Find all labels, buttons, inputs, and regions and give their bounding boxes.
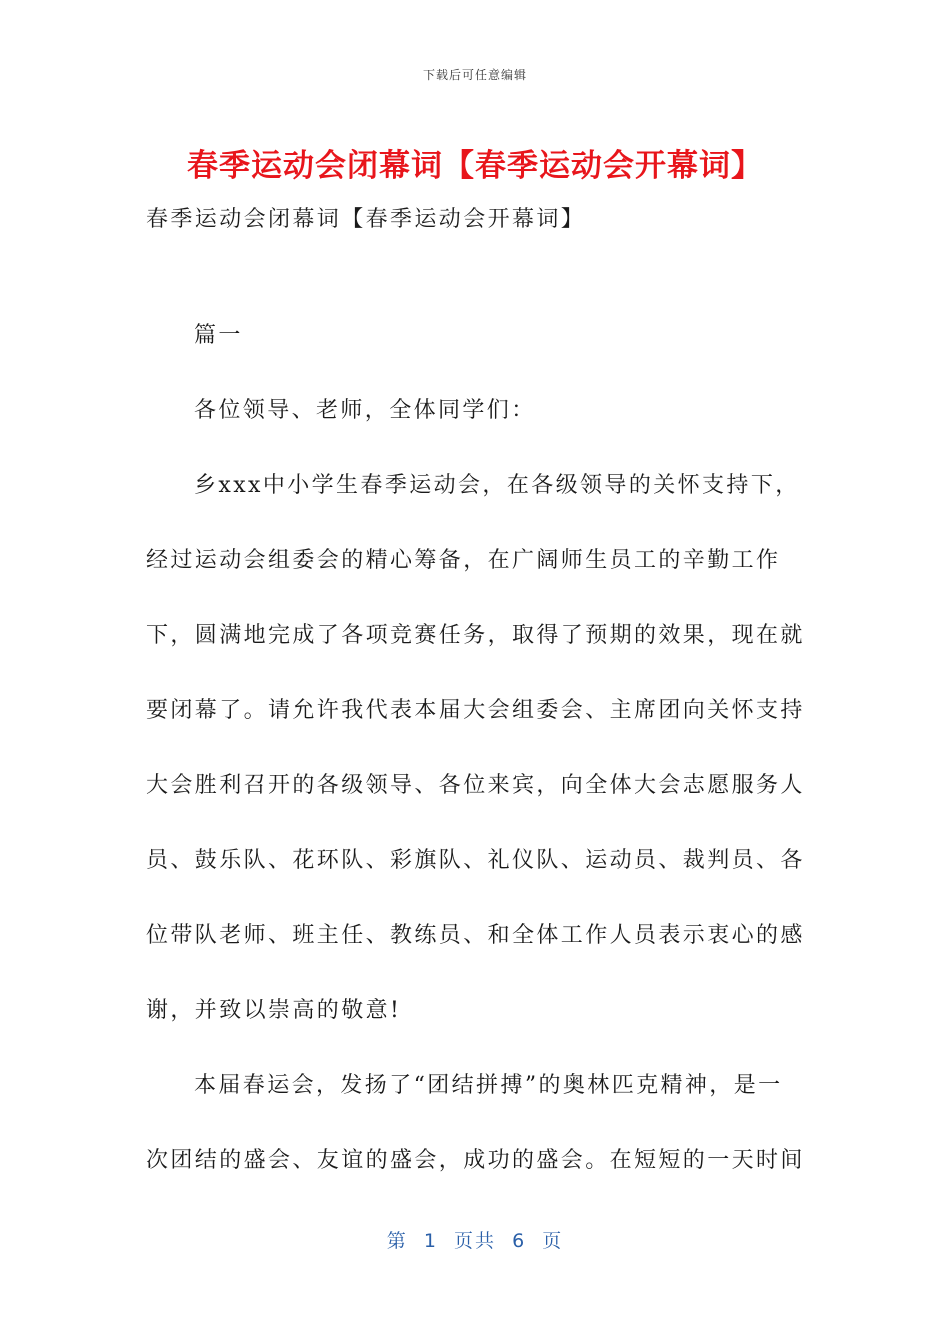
page-indicator: 第 1 页共 6 页 [386,1230,564,1252]
document-subtitle: 春季运动会闭幕词【春季运动会开幕词】 [146,207,586,232]
paragraph-2: 本届春运会，发扬了“团结拼搏”的奥林匹克精神，是一次团结的盛会、友谊的盛会，成功的盛会。在短短的一天时间 [146,1073,805,1173]
salutation: 各位领导、老师，全体同学们： [194,398,536,423]
header-note: 下载后可任意编辑 [422,68,527,82]
document-title: 春季运动会闭幕词【春季运动会开幕词】 [187,148,763,184]
paragraph-1: 乡xxx中小学生春季运动会，在各级领导的关怀支持下，经过运动会组委会的精心筹备，在广阔师生员工的辛勤工作下，圆满地完成了各项竞赛任务，取得了预期的效果，现在就要闭幕了。请允许我代表本届大会组委会、主席团向关怀支持大会胜利召开的各级领导、各位来宾，向全体大会志愿服务人员、鼓乐队、花环队、彩旗队、礼仪队、运动员、裁判员、各位带队老师、班主任、教练员、和全体工作人员表示衷心的感谢，并致以崇高的敬意! [146,473,805,1023]
document-body [146,200,806,1198]
section-label: 篇一 [194,323,243,348]
